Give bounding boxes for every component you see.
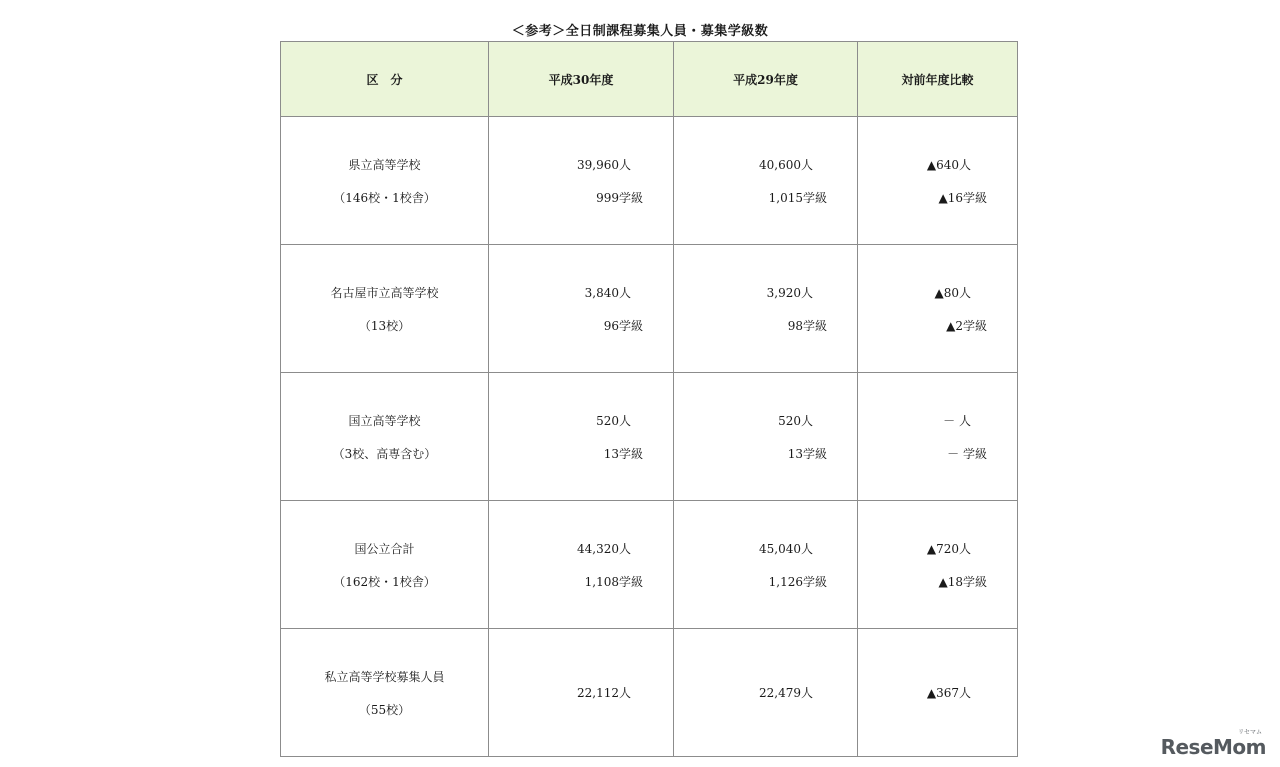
header-h30: 平成30年度 bbox=[489, 42, 674, 117]
table-row bbox=[281, 245, 1018, 373]
logo-text: ReseMom bbox=[1160, 735, 1266, 759]
h29-classes: 98学級 bbox=[787, 318, 827, 333]
h29-cell bbox=[674, 245, 858, 373]
h29-people: 45,040人 bbox=[759, 541, 813, 556]
category-name: 国立高等学校 bbox=[348, 413, 421, 428]
diff-people: ▲367人 bbox=[926, 686, 971, 700]
h30-cell bbox=[489, 629, 674, 757]
header-h29: 平成29年度 bbox=[674, 42, 858, 117]
category-sub: （3校、高専含む） bbox=[332, 446, 437, 461]
h29-cell bbox=[674, 629, 858, 757]
h29-cell bbox=[674, 501, 858, 629]
h29-classes: 1,126学級 bbox=[768, 574, 827, 589]
diff-cell bbox=[858, 501, 1018, 629]
diff-classes: ▲2学級 bbox=[946, 318, 987, 333]
diff-classes: ▲16学級 bbox=[938, 190, 987, 205]
table-header-row bbox=[281, 42, 1018, 117]
h30-cell bbox=[489, 501, 674, 629]
h29-classes: 13学級 bbox=[787, 446, 827, 461]
table-row bbox=[281, 501, 1018, 629]
h30-cell bbox=[489, 373, 674, 501]
category-name: 国公立合計 bbox=[354, 541, 415, 556]
diff-classes: ▲18学級 bbox=[938, 574, 987, 589]
diff-people: ▲80人 bbox=[934, 285, 971, 300]
h30-people: 39,960人 bbox=[577, 157, 631, 172]
h29-people: 22,479人 bbox=[759, 686, 813, 700]
diff-people: ▲720人 bbox=[926, 541, 971, 556]
h29-cell bbox=[674, 373, 858, 501]
h29-cell bbox=[674, 117, 858, 245]
h30-classes: 96学級 bbox=[603, 318, 643, 333]
category-cell bbox=[281, 373, 489, 501]
resemom-logo bbox=[1160, 729, 1266, 759]
category-sub: （162校・1校舎） bbox=[333, 574, 436, 589]
table-row bbox=[281, 629, 1018, 757]
h30-classes: 13学級 bbox=[603, 446, 643, 461]
h29-people: 520人 bbox=[778, 413, 813, 428]
category-sub: （13校） bbox=[358, 318, 411, 333]
h30-people: 44,320人 bbox=[577, 541, 631, 556]
h30-classes: 999学級 bbox=[596, 190, 643, 205]
header-category: 区 分 bbox=[281, 42, 489, 117]
h30-people: 520人 bbox=[596, 413, 631, 428]
h30-cell bbox=[489, 117, 674, 245]
category-name: 県立高等学校 bbox=[348, 157, 421, 172]
h29-classes: 1,015学級 bbox=[768, 190, 827, 205]
category-name: 名古屋市立高等学校 bbox=[330, 285, 439, 300]
diff-classes: － 学級 bbox=[947, 446, 987, 461]
category-cell bbox=[281, 629, 489, 757]
diff-cell bbox=[858, 117, 1018, 245]
diff-cell bbox=[858, 373, 1018, 501]
diff-cell bbox=[858, 245, 1018, 373]
category-cell bbox=[281, 245, 489, 373]
h30-people: 22,112人 bbox=[577, 686, 631, 700]
category-sub: （55校） bbox=[358, 702, 411, 717]
diff-people: ▲640人 bbox=[926, 157, 971, 172]
diff-cell bbox=[858, 629, 1018, 757]
diff-people: － 人 bbox=[943, 413, 971, 428]
h30-cell bbox=[489, 245, 674, 373]
h30-people: 3,840人 bbox=[584, 285, 631, 300]
enrollment-table bbox=[280, 41, 1018, 757]
table-row bbox=[281, 117, 1018, 245]
category-sub: （146校・1校舎） bbox=[333, 190, 436, 205]
category-cell bbox=[281, 501, 489, 629]
page-title: ＜参考＞全日制課程募集人員・募集学級数 bbox=[511, 24, 769, 39]
h29-people: 40,600人 bbox=[759, 157, 813, 172]
h29-people: 3,920人 bbox=[766, 285, 813, 300]
category-name: 私立高等学校募集人員 bbox=[324, 669, 445, 684]
category-cell bbox=[281, 117, 489, 245]
header-diff: 対前年度比較 bbox=[858, 42, 1018, 117]
table-row bbox=[281, 373, 1018, 501]
logo-ruby: リセマム bbox=[1238, 729, 1262, 736]
h30-classes: 1,108学級 bbox=[584, 574, 643, 589]
